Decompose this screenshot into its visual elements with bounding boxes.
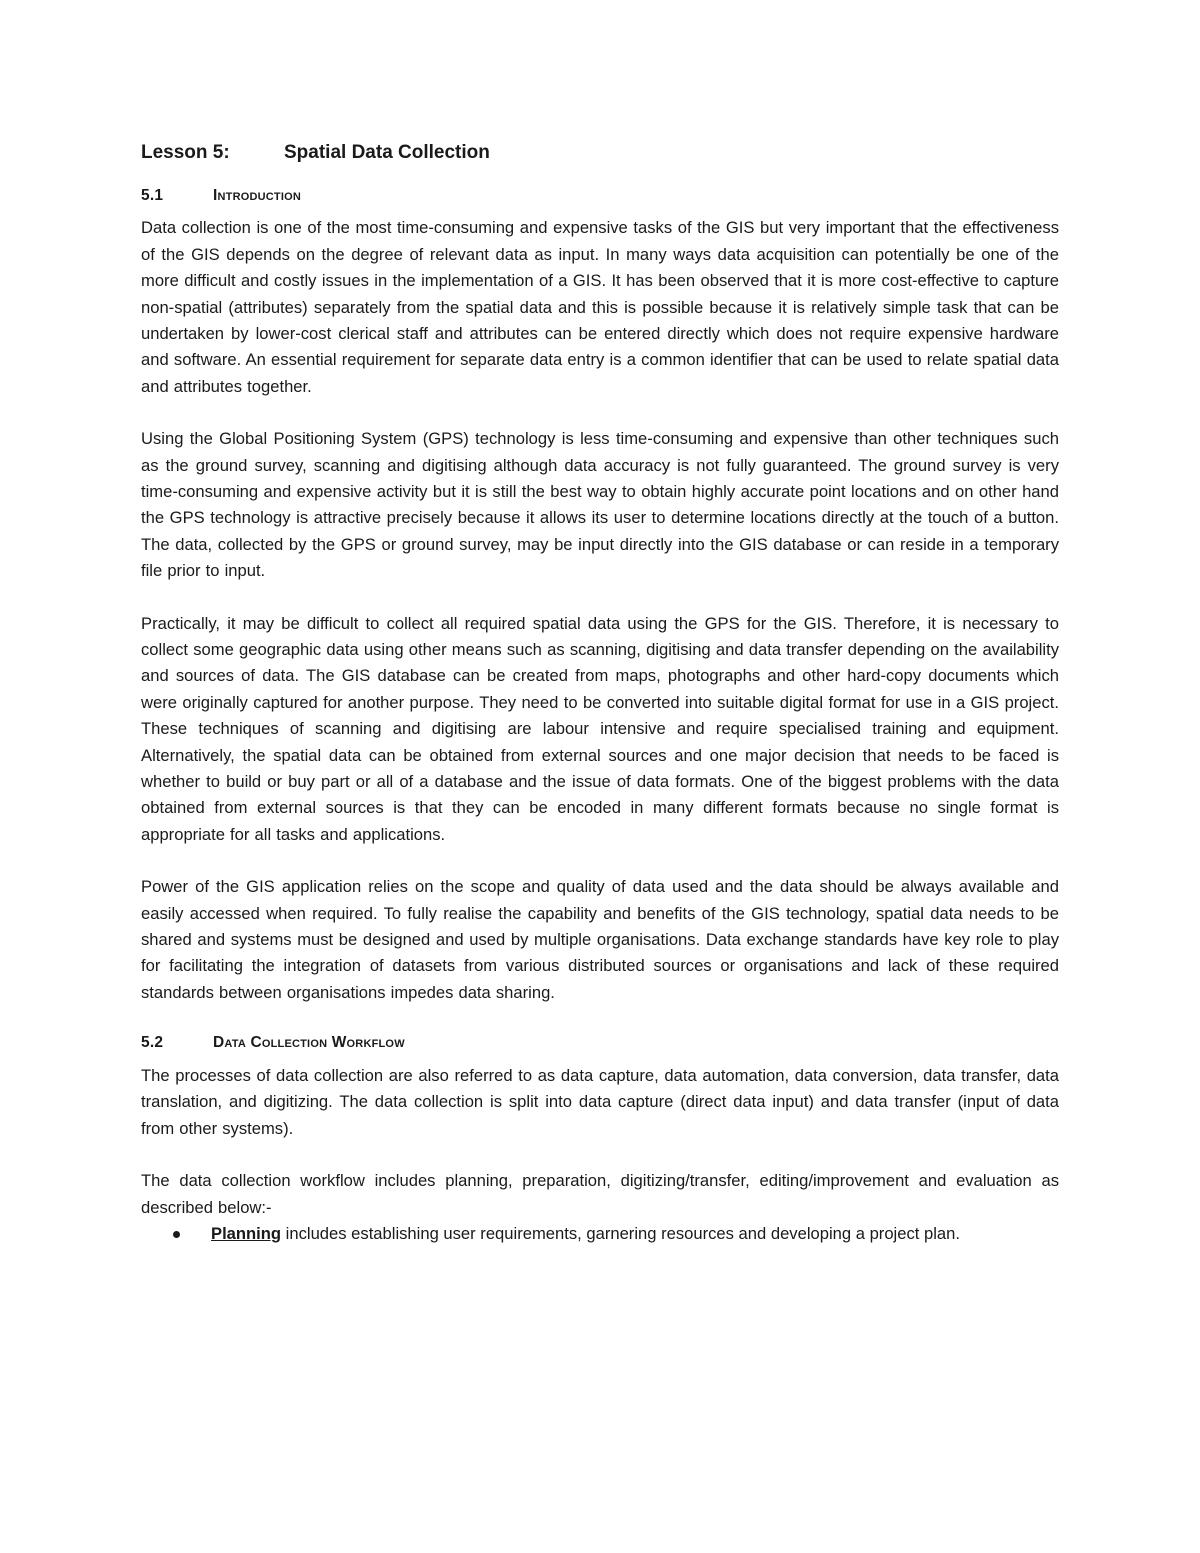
- paragraph: Practically, it may be difficult to collect all required spatial data using the GPS for the GIS. Therefore, it is necessary to collect some geographic data using other means such as scanning, digitising and data transfer depending on the availability and sources of data. The GIS database can be created from maps, photographs and other hard-copy documents which were originally captured for another purpose. They need to be converted into suitable digital format for use in a GIS project. These techniques of scanning and digitising are labour intensive and require specialised training and equipment. Alternatively, the spatial data can be obtained from external sources and one major decision that needs to be faced is whether to build or buy part or all of a database and the issue of data formats. One of the biggest problems with the data obtained from external sources is that they can be encoded in many different formats because no single format is appropriate for all tasks and applications.: [141, 613, 1059, 844]
- list-item: [141, 1221, 1059, 1247]
- lesson-number: Lesson 5:: [141, 142, 230, 163]
- page-content: [141, 140, 1059, 1247]
- paragraph: Data collection is one of the most time-consuming and expensive tasks of the GIS but very important that the effectiveness of the GIS depends on the degree of relevant data as input. In many ways data acquisition can potentially be one of the more difficult and costly issues in the implementation of a GIS. It has been observed that it is more cost-effective to capture non-spatial (attributes) separately from the spatial data and this is possible because it is relatively simple task that can be undertaken by lower-cost clerical staff and attributes can be entered directly which does not require expensive hardware and software. An essential requirement for separate data entry is a common identifier that can be used to relate spatial data and attributes together.: [141, 218, 1059, 396]
- paragraph: Power of the GIS application relies on the scope and quality of data used and the data should be always available and easily accessed when required. To fully realise the capability and benefits of the GIS technology, spatial data needs to be shared and systems must be designed and used by multiple organisations. Data exchange standards have key role to play for facilitating the integration of datasets from various distributed sources or organisations and lack of these required standards between organisations impedes data sharing.: [141, 877, 1059, 1002]
- section-heading-introduction: [141, 185, 1059, 207]
- section-title: Introduction: [213, 186, 301, 204]
- paragraph: Using the Global Positioning System (GPS) technology is less time-consuming and expensive than other techniques such as the ground survey, scanning and digitising although data accuracy is not fully guaranteed. The ground survey is very time-consuming and expensive activity but it is still the best way to obtain highly accurate point locations and on other hand the GPS technology is attractive precisely because it allows its user to determine locations directly at the touch of a button. The data, collected by the GPS or ground survey, may be input directly into the GIS database or can reside in a temporary file prior to input.: [141, 429, 1059, 581]
- section-title: Data Collection Workflow: [213, 1034, 405, 1052]
- section-heading-workflow: [141, 1032, 1059, 1054]
- paragraph: The processes of data collection are also referred to as data capture, data automation, data conversion, data transfer, data translation, and digitizing. The data collection is split into data capture (direct data input) and data transfer (input of data from other systems).: [141, 1065, 1059, 1138]
- bullet-term: Planning: [211, 1223, 282, 1243]
- bullet-text: includes establishing user requirements, garnering resources and developing a project plan.: [281, 1223, 960, 1243]
- lesson-heading: [141, 140, 1059, 167]
- lesson-title: Spatial Data Collection: [284, 142, 490, 163]
- section-number: 5.1: [141, 186, 164, 204]
- bullet-icon: [173, 1231, 180, 1238]
- workflow-bullet-list: [141, 1221, 1059, 1247]
- paragraph: The data collection workflow includes planning, preparation, digitizing/transfer, editing/improvement and evaluation as described below:-: [141, 1171, 1059, 1217]
- section-number: 5.2: [141, 1034, 164, 1052]
